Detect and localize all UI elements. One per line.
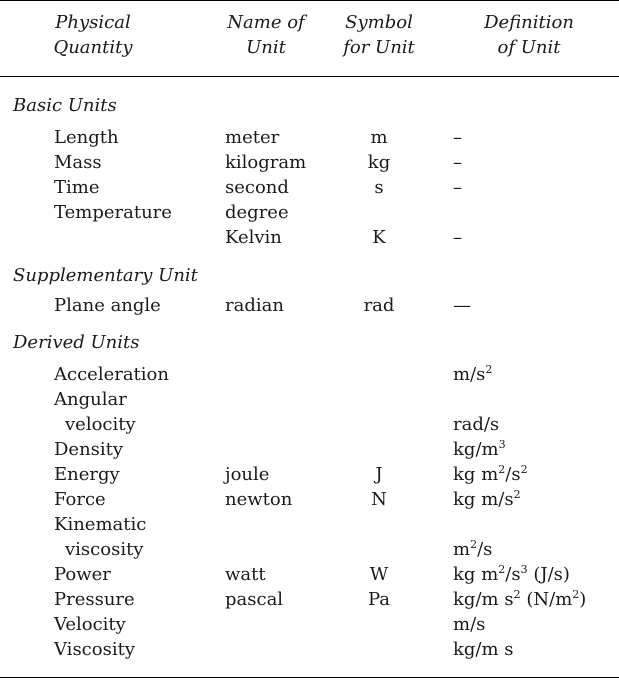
table-row: [0, 612, 619, 637]
unit-name-cell: second: [225, 177, 289, 198]
unit-definition-cell: rad/s: [453, 414, 500, 435]
unit-symbol-cell: W: [369, 564, 389, 585]
section-basic-units: Basic Units: [13, 95, 117, 116]
quantity-cell: velocity: [65, 414, 136, 435]
table-row: [0, 412, 619, 437]
header-text: Unit: [246, 37, 286, 58]
section-supplementary-unit: Supplementary Unit: [13, 265, 198, 286]
unit-definition-cell: $m^2/s$: [453, 538, 493, 560]
bottom-rule: [0, 677, 619, 678]
quantity-cell: Mass: [54, 152, 102, 173]
unit-definition-cell: –: [453, 152, 462, 173]
header-definition-of-unit: [456, 10, 602, 60]
unit-symbol-cell: Pa: [367, 589, 391, 610]
header-text: Symbol: [345, 12, 413, 33]
quantity-cell: Acceleration: [54, 364, 169, 385]
unit-name-cell: degree: [225, 202, 289, 223]
table-row: [0, 462, 619, 487]
unit-definition-cell: kg/m s: [453, 639, 514, 660]
unit-symbol-cell: N: [371, 489, 387, 510]
table-row: [0, 175, 619, 200]
header-text: Definition: [484, 12, 574, 33]
header-text: for Unit: [343, 37, 415, 58]
table-row: [0, 362, 619, 387]
header-text: of Unit: [497, 37, 561, 58]
unit-definition-cell: –: [453, 177, 462, 198]
header-rule: [0, 76, 619, 77]
table-row: [0, 537, 619, 562]
unit-definition-cell: –: [453, 127, 462, 148]
unit-name-cell: joule: [225, 464, 270, 485]
unit-definition-cell: $kg/m^3$: [453, 438, 506, 460]
table-row: [0, 125, 619, 150]
quantity-cell: Velocity: [54, 614, 126, 635]
unit-name-cell: pascal: [225, 589, 284, 610]
quantity-cell: viscosity: [65, 539, 144, 560]
header-text: Name of: [227, 12, 305, 33]
table-row: [0, 437, 619, 462]
table-row: [0, 225, 619, 250]
unit-name-cell: kilogram: [225, 152, 307, 173]
table-row: [0, 487, 619, 512]
table-row: [0, 200, 619, 225]
quantity-cell: Viscosity: [54, 639, 135, 660]
quantity-cell: Angular: [54, 389, 127, 410]
unit-name-cell: watt: [225, 564, 266, 585]
table-row: [0, 587, 619, 612]
unit-definition-cell: –: [453, 227, 462, 248]
table-row: [0, 150, 619, 175]
quantity-cell: Length: [54, 127, 119, 148]
unit-definition-cell: —: [453, 295, 471, 316]
quantity-cell: Temperature: [54, 202, 172, 223]
unit-definition-cell: $m/s^2$: [453, 363, 493, 385]
table-row: [0, 512, 619, 537]
unit-name-cell: meter: [225, 127, 280, 148]
unit-symbol-cell: J: [375, 464, 383, 485]
unit-definition-cell: kg/m $s^2$ $(N/m^2)$: [453, 588, 587, 610]
quantity-cell: Time: [54, 177, 100, 198]
header-symbol-for-unit: [334, 10, 424, 60]
quantity-cell: Energy: [54, 464, 120, 485]
unit-symbol-cell: rad: [363, 295, 395, 316]
unit-symbol-cell: s: [374, 177, 384, 198]
unit-definition-cell: kg $m^2/s^2$: [453, 463, 528, 485]
unit-name-cell: newton: [225, 489, 293, 510]
unit-definition-cell: m/s: [453, 614, 486, 635]
section-derived-units: Derived Units: [13, 332, 140, 353]
table-row: [0, 637, 619, 662]
unit-symbol-cell: m: [370, 127, 388, 148]
unit-name-cell: radian: [225, 295, 284, 316]
quantity-cell: Pressure: [54, 589, 135, 610]
unit-symbol-cell: K: [372, 227, 386, 248]
quantity-cell: Power: [54, 564, 111, 585]
quantity-cell: Kinematic: [54, 514, 147, 535]
table-row: [0, 387, 619, 412]
table-row: [0, 562, 619, 587]
top-rule: [0, 0, 619, 1]
unit-symbol-cell: kg: [367, 152, 391, 173]
header-text: Physical: [55, 12, 131, 33]
header-text: Quantity: [53, 37, 133, 58]
header-name-of-unit: [210, 10, 322, 60]
unit-name-cell: Kelvin: [225, 227, 282, 248]
quantity-cell: Plane angle: [54, 295, 161, 316]
table-row: [0, 293, 619, 318]
unit-definition-cell: kg $m^2/s^3$ (J/s): [453, 563, 570, 585]
unit-definition-cell: kg $m/s^2$: [453, 488, 521, 510]
header-physical-quantity: [30, 10, 156, 60]
quantity-cell: Force: [54, 489, 106, 510]
quantity-cell: Density: [54, 439, 124, 460]
